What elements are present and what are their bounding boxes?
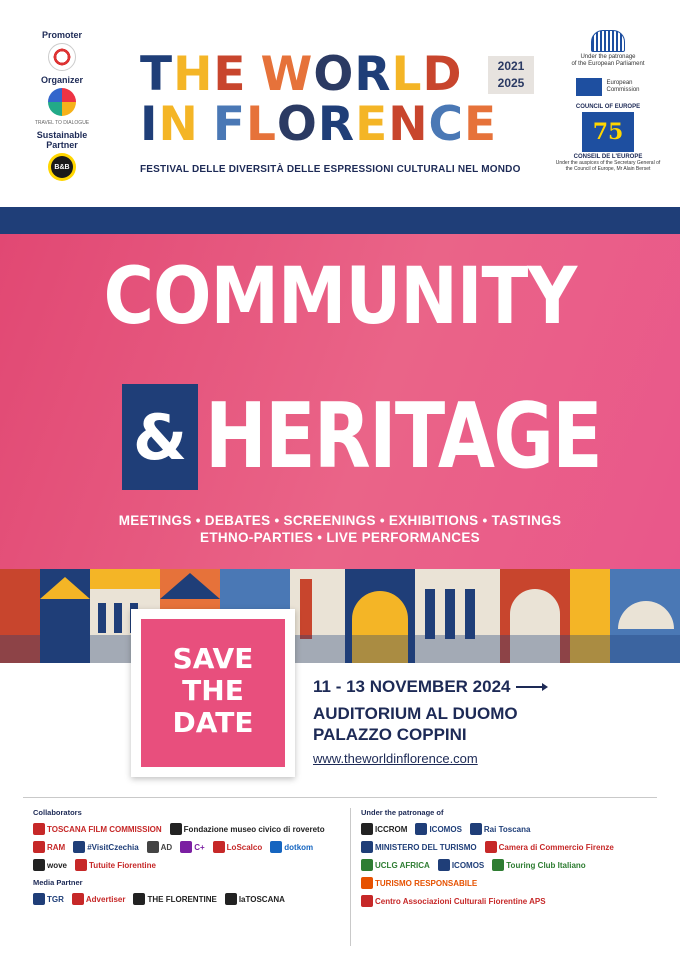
venue-line-2: PALAZZO COPPINI [313, 725, 467, 744]
collaborator-logo-text: C+ [194, 842, 205, 852]
activities-line-2: ETHNO-PARTIES • LIVE PERFORMANCES [200, 530, 480, 545]
collaborator-logo-mark-icon [75, 859, 87, 871]
patron-logo-text: ICOMOS [429, 824, 462, 834]
collaborator-logo-text: TOSCANA FILM COMMISSION [47, 824, 162, 834]
patron-logo-mark-icon [485, 841, 497, 853]
footer-logos [23, 797, 657, 945]
city-skyline-svg [0, 569, 680, 663]
title-letter: N [158, 97, 199, 152]
collaborator-logo-mark-icon [147, 841, 159, 853]
patron-logo [415, 823, 461, 835]
organizer-logo [48, 88, 76, 116]
event-dates [313, 677, 673, 697]
collaborator-logo-mark-icon [270, 841, 282, 853]
coe-bottom: CONSEIL DE L'EUROPE [573, 154, 643, 160]
header [0, 0, 680, 205]
collaborators-logo-row [33, 823, 333, 871]
hero-title-heritage: HERITAGE [205, 384, 602, 489]
collaborators-label: Collaborators [33, 808, 82, 817]
patron-logo-mark-icon [415, 823, 427, 835]
ep-line-2: of the European Parliament [571, 61, 645, 67]
patronage-label: Under the patronage of [361, 808, 444, 817]
council-of-europe-logo: 75 [582, 112, 634, 152]
collaborator-logo [213, 841, 263, 853]
promoter-logo [48, 43, 76, 71]
year-end: 2025 [497, 76, 525, 90]
patron-logo-mark-icon [470, 823, 482, 835]
festival-title [140, 47, 540, 152]
patron-logo-text: Centro Associazioni Culturali Fiorentine APS [375, 896, 546, 906]
title-letter: W [260, 47, 314, 102]
media-partner-logo [133, 893, 216, 905]
organizer-label: Organizer [40, 75, 83, 85]
bb-logo-text: B&B [51, 156, 73, 178]
collaborator-logo [180, 841, 204, 853]
collaborator-logo-text: LoScalco [226, 842, 263, 852]
year-start: 2021 [497, 59, 525, 73]
title-line-1 [140, 47, 540, 102]
blue-stripe [0, 207, 680, 234]
title-letter: I [140, 97, 159, 152]
save-the-date-panel [141, 619, 285, 767]
title-letter: N [388, 97, 429, 152]
patron-logo [485, 841, 614, 853]
city-skyline-illustration [0, 569, 680, 663]
patron-logo-text: Camera di Commercio Firenze [498, 842, 614, 852]
european-commission-logo [553, 78, 663, 96]
ampersand-box: & [122, 384, 198, 490]
title-letter: E [355, 97, 389, 152]
event-dates-text: 11 - 13 NOVEMBER 2024 [313, 677, 511, 696]
media-partner-logo [72, 893, 126, 905]
patron-logo-text: ICCROM [375, 824, 408, 834]
title-letter: D [422, 47, 463, 102]
ep-line-1: Under the patronage [580, 54, 636, 60]
collaborator-logo [33, 823, 162, 835]
patron-logo-mark-icon [361, 895, 373, 907]
media-partner-logo-text: THE FLORENTINE [147, 894, 217, 904]
bb-hotels-logo [48, 153, 76, 181]
collaborator-logo-mark-icon [33, 823, 45, 835]
collaborator-logo-mark-icon [213, 841, 225, 853]
collaborator-logo-mark-icon [170, 823, 182, 835]
save-the-date-card [131, 609, 295, 777]
collaborator-logo-mark-icon [33, 859, 45, 871]
collaborator-logo-text: wove [47, 860, 68, 870]
arrow-right-icon [516, 686, 546, 688]
patron-logo [361, 841, 477, 853]
event-info [313, 677, 673, 766]
patron-logo [361, 859, 430, 871]
patron-logo-text: MINISTERO DEL TURISMO [375, 842, 477, 852]
media-partner-logo-mark-icon [33, 893, 45, 905]
media-partner-logo-text: Advertiser [85, 894, 126, 904]
patron-logo-text: TURISMO RESPONSABILE [375, 878, 478, 888]
patron-logo-text: UCLG AFRICA [375, 860, 430, 870]
collaborator-logo-mark-icon [180, 841, 192, 853]
patron-logo [361, 877, 477, 889]
patronage-section [350, 808, 650, 946]
commission-line-1: European [606, 80, 633, 86]
title-letter: E [464, 97, 498, 152]
sponsor-column [22, 30, 102, 181]
title-line-2-text [140, 97, 498, 152]
title-letter: R [317, 97, 356, 152]
patron-logo-text: Touring Club Italiano [506, 860, 586, 870]
media-partner-logo-text: TGR [47, 894, 64, 904]
patron-logo-mark-icon [361, 841, 373, 853]
patron-logo [470, 823, 531, 835]
media-partner-logo [33, 893, 64, 905]
media-partner-logo-mark-icon [225, 893, 237, 905]
patron-logo-mark-icon [361, 823, 373, 835]
title-letter: E [213, 47, 247, 102]
commission-line-2: Commission [606, 87, 640, 93]
patron-logo [438, 859, 484, 871]
title-letter: F [212, 97, 246, 152]
save-line-1: SAVE [172, 642, 254, 675]
eu-flag-icon [576, 78, 602, 96]
patron-logo-mark-icon [361, 877, 373, 889]
venue-line-1: AUDITORIUM AL DUOMO [313, 704, 518, 723]
collaborator-logo-mark-icon [33, 841, 45, 853]
partner-label: Partner [46, 140, 78, 150]
patron-logo-mark-icon [438, 859, 450, 871]
collaborator-logo [270, 841, 313, 853]
title-letter: R [354, 47, 392, 102]
title-letter: H [173, 47, 214, 102]
collaborator-logo [75, 859, 156, 871]
collaborator-logo [73, 841, 138, 853]
media-partner-logo-row [33, 893, 333, 905]
coe-top: COUNCIL OF EUROPE [575, 104, 641, 110]
patron-logo-mark-icon [492, 859, 504, 871]
save-line-2: THE [182, 674, 244, 707]
title-letter: C [428, 97, 465, 152]
activities-line-1: MEETINGS • DEBATES • SCREENINGS • EXHIBITIONS • TASTINGS [118, 513, 562, 528]
media-partner-logo [225, 893, 285, 905]
collaborator-logo-text: RAM [47, 842, 66, 852]
collaborator-logo [170, 823, 325, 835]
collaborator-logo-text: dotkom [284, 842, 314, 852]
collaborator-logo-text: AD [160, 842, 173, 852]
save-line-3: DATE [172, 706, 254, 739]
title-letter: L [391, 47, 423, 102]
patronage-column [553, 30, 663, 172]
website-link[interactable]: www.theworldinflorence.com [313, 751, 478, 766]
coe-caption: Under the auspices of the Secretary General of the Council of Europe, Mr Alain Berset [555, 160, 661, 172]
collaborator-logo-text: Tutuite Fiorentine [89, 860, 156, 870]
title-letter: O [276, 97, 318, 152]
media-partner-logo-text: laTOSCANA [238, 894, 285, 904]
years-badge [488, 56, 534, 94]
collaborator-logo [147, 841, 173, 853]
european-parliament-icon [591, 30, 625, 52]
promoter-label: Promoter [41, 30, 82, 40]
patron-logo [492, 859, 585, 871]
collaborator-logo-text: #VisitCzechia [87, 842, 139, 852]
title-line-1-text [140, 47, 463, 102]
media-partner-logo-mark-icon [133, 893, 145, 905]
patron-logo-text: ICOMOS [451, 860, 485, 870]
patron-logo [361, 823, 407, 835]
hero-banner [0, 234, 680, 569]
patron-logo-mark-icon [361, 859, 373, 871]
collaborators-section [33, 808, 333, 912]
title-letter: T [140, 47, 174, 102]
title-letter: L [245, 97, 277, 152]
activities-list [0, 512, 680, 546]
sustainable-label: Sustainable [36, 130, 88, 140]
patron-logo [361, 895, 546, 907]
collaborator-logo-text: Fondazione museo civico di rovereto [183, 824, 325, 834]
title-letter: O [313, 47, 355, 102]
media-partner-label: Media Partner [33, 878, 83, 887]
collaborator-logo [33, 841, 65, 853]
patrons-logo-row [361, 823, 650, 907]
collaborator-logo [33, 859, 67, 871]
collaborator-logo-mark-icon [73, 841, 85, 853]
patron-logo-text: Rai Toscana [483, 824, 531, 834]
title-line-2 [140, 97, 540, 152]
organizer-caption: TRAVEL TO DIALOGUE [34, 120, 90, 126]
media-partner-logo-mark-icon [72, 893, 84, 905]
festival-tagline: FESTIVAL DELLE DIVERSITÀ DELLE ESPRESSIONI CULTURALI NEL MONDO [140, 164, 521, 175]
hero-title-community: COMMUNITY [103, 252, 577, 342]
